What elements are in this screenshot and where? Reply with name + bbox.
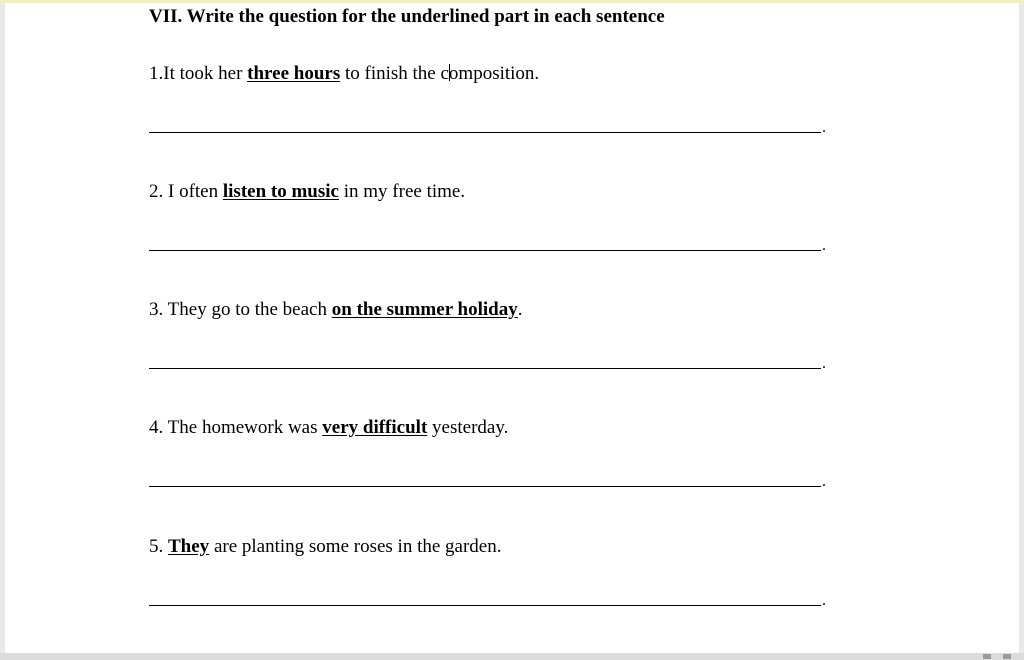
underlined-part: three hours <box>247 63 341 84</box>
underlined-part: listen to music <box>222 181 339 202</box>
answer-line[interactable] <box>149 605 821 606</box>
answer-period: . <box>822 473 826 490</box>
underlined-part: on the summer holiday <box>331 299 518 320</box>
sentence-text: . <box>517 299 523 320</box>
underlined-part: They <box>168 536 210 557</box>
sentence-text: are planting some roses in the garden. <box>209 536 502 557</box>
exercise-item-2 <box>149 181 849 261</box>
sentence-4 <box>149 417 508 439</box>
document-page[interactable] <box>5 3 1019 653</box>
sentence-1 <box>149 63 539 85</box>
sentence-text: omposition. <box>448 63 540 84</box>
view-mode-icon[interactable] <box>983 654 991 659</box>
exercise-item-1 <box>149 63 849 143</box>
sentence-text: 3. They go to the beach <box>149 299 332 320</box>
status-bar <box>0 653 1024 660</box>
underlined-part: very difficult <box>322 417 428 438</box>
answer-period: . <box>822 119 826 136</box>
sentence-text: 4. The homework was <box>149 417 323 438</box>
answer-line[interactable] <box>149 250 821 251</box>
sentence-text: yesterday. <box>427 417 509 438</box>
zoom-icon[interactable] <box>1003 654 1011 659</box>
sentence-2 <box>149 181 465 203</box>
sentence-text: in my free time. <box>338 181 466 202</box>
sentence-text: 5. <box>149 536 168 557</box>
answer-period: . <box>822 355 826 372</box>
exercise-item-3 <box>149 299 849 379</box>
sentence-text: 2. I often <box>149 181 223 202</box>
answer-period: . <box>822 237 826 254</box>
sentence-text: to finish the c <box>340 63 449 84</box>
answer-line[interactable] <box>149 368 821 369</box>
exercise-item-4 <box>149 417 849 497</box>
answer-line[interactable] <box>149 132 821 133</box>
sentence-5 <box>149 536 502 558</box>
answer-period: . <box>822 592 826 609</box>
exercise-item-5 <box>149 536 849 616</box>
exercise-heading: VII. Write the question for the underlined part in each sentence <box>149 6 665 27</box>
answer-line[interactable] <box>149 486 821 487</box>
sentence-text: 1.It took her <box>149 63 248 84</box>
sentence-3 <box>149 299 522 321</box>
